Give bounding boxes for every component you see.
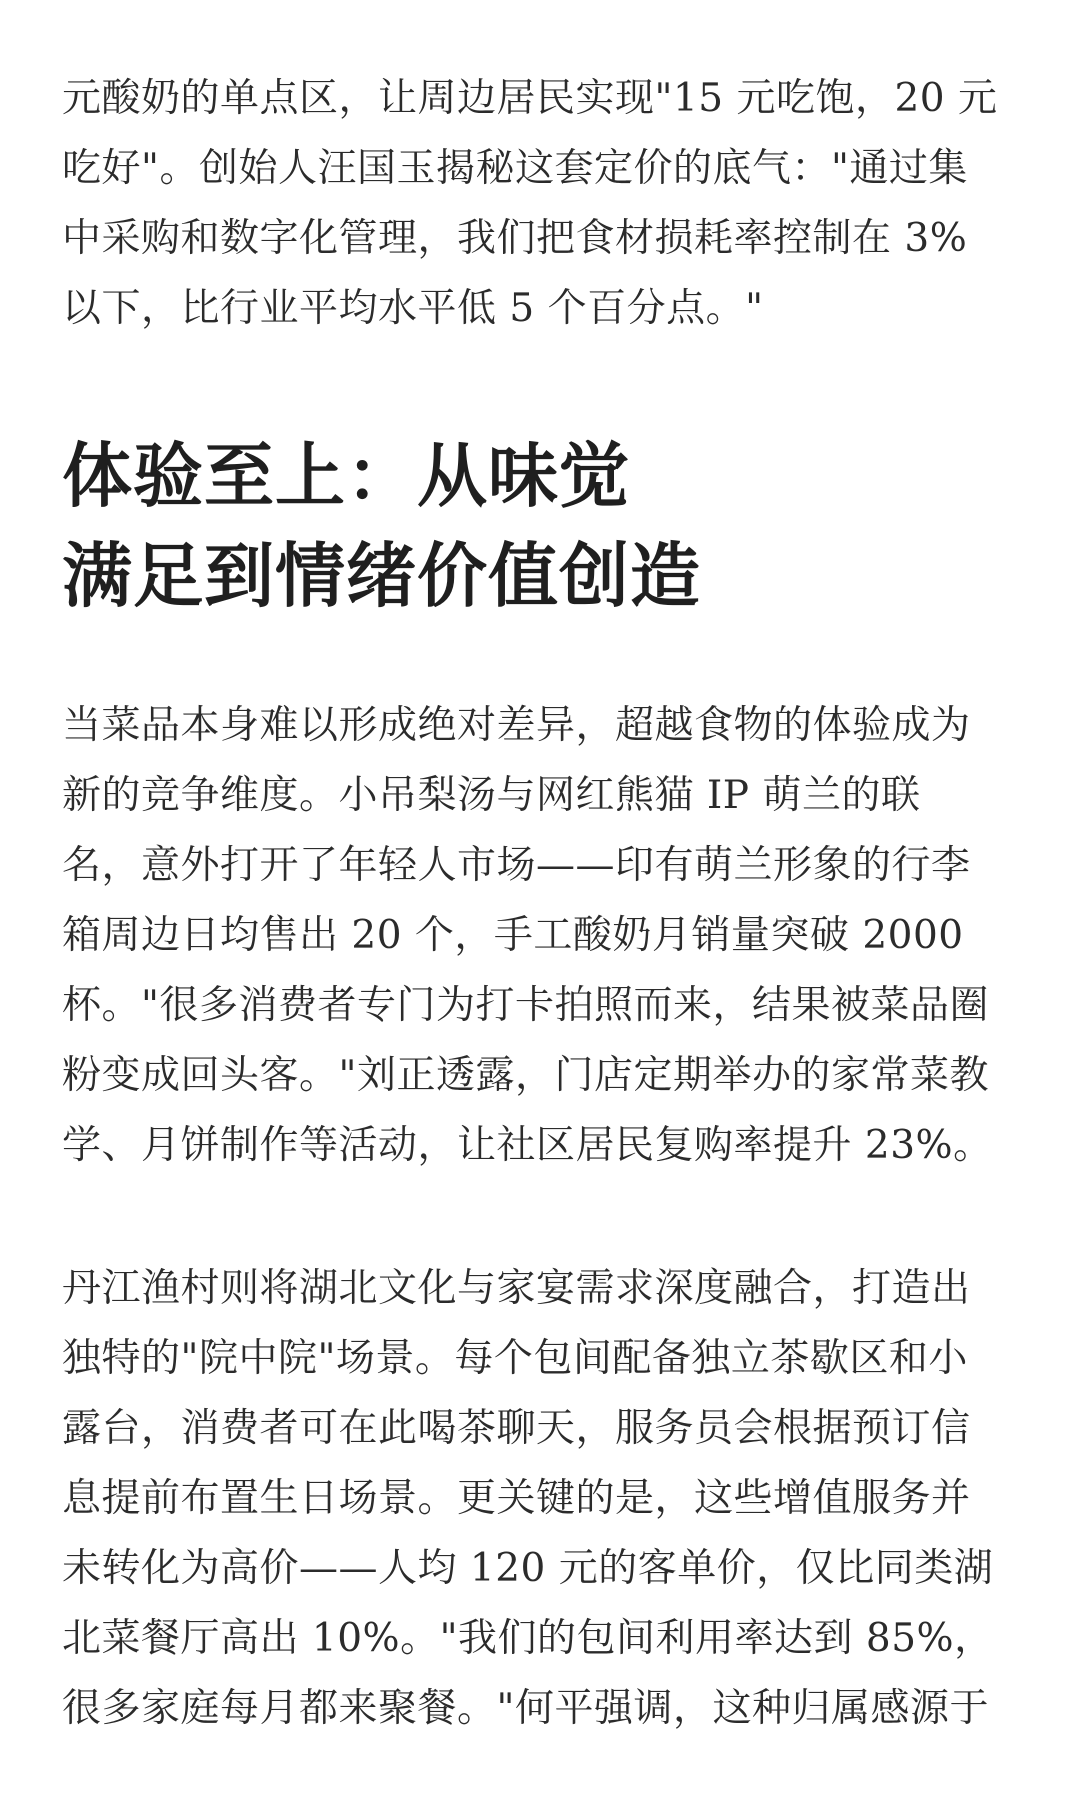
text-line: 当菜品本身难以形成绝对差异，超越食物的体验成为 [62,703,971,748]
text-line: 很多家庭每月都来聚餐。"何平强调，这种归属感源于 [62,1686,989,1731]
text-line: 丹江渔村则将湖北文化与家宴需求深度融合，打造出 [62,1266,971,1311]
paragraph-pricing [62,64,998,344]
text-line: 元酸奶的单点区，让周边居民实现"15 元吃饱，20 元 [62,76,998,121]
text-line: 学、月饼制作等活动，让社区居民复购率提升 23%。 [62,1123,993,1168]
text-line: 箱周边日均售出 20 个，手工酸奶月销量突破 2000 [62,913,964,958]
heading-line: 体验至上：从味觉 [62,435,630,517]
text-line: 中采购和数字化管理，我们把食材损耗率控制在 3% [62,216,968,261]
text-line: 独特的"院中院"场景。每个包间配备独立茶歇区和小 [62,1336,968,1381]
section-heading [62,426,701,626]
text-line: 息提前布置生日场景。更关键的是，这些增值服务并 [62,1476,971,1521]
paragraph-experience [62,691,993,1181]
text-line: 名，意外打开了年轻人市场——印有萌兰形象的行李 [62,843,971,888]
text-line: 吃好"。创始人汪国玉揭秘这套定价的底气："通过集 [62,146,968,191]
heading-line: 满足到情绪价值创造 [62,535,701,617]
text-line: 杯。"很多消费者专门为打卡拍照而来，结果被菜品圈 [62,983,989,1028]
text-line: 北菜餐厅高出 10%。"我们的包间利用率达到 85%， [62,1616,994,1661]
paragraph-danjiang [62,1254,994,1744]
text-line: 以下，比行业平均水平低 5 个百分点。" [62,286,764,331]
text-line: 未转化为高价——人均 120 元的客单价，仅比同类湖 [62,1546,994,1591]
text-line: 粉变成回头客。"刘正透露，门店定期举办的家常菜教 [62,1053,989,1098]
text-line: 新的竞争维度。小吊梨汤与网红熊猫 IP 萌兰的联 [62,773,921,818]
text-line: 露台，消费者可在此喝茶聊天，服务员会根据预订信 [62,1406,971,1451]
